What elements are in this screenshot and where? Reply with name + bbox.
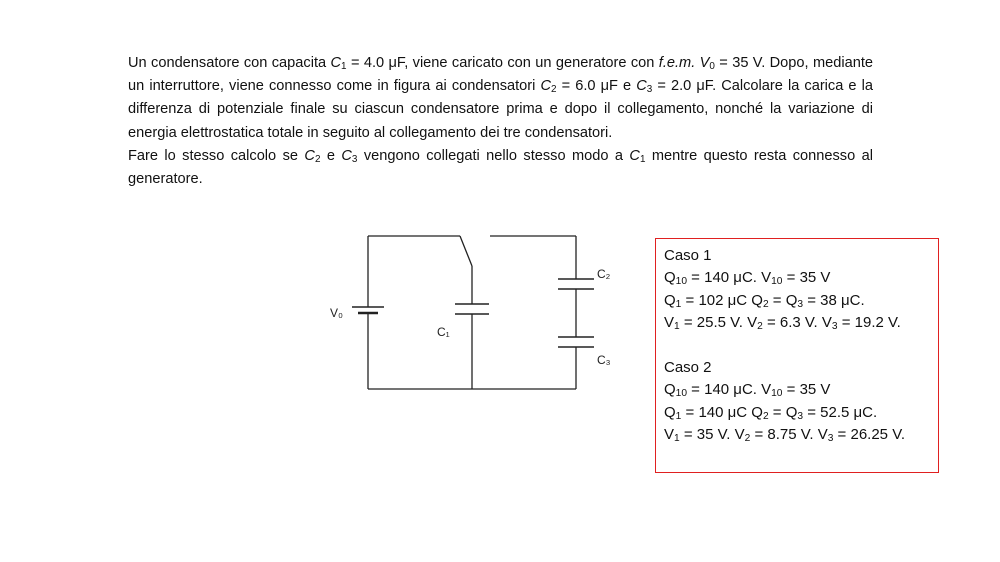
answer-spacer <box>664 335 938 357</box>
case1-line-1: $Q_{10} = 140$ μC. $V_{10} = 35$ V <box>664 269 831 288</box>
case2-line-1: $Q_{10} = 140$ μC. $V_{10} = 35$ V <box>664 381 831 400</box>
case1-title: Caso 1 <box>664 247 712 264</box>
circuit-svg <box>320 226 620 401</box>
answer-box <box>655 238 939 473</box>
label-c3: C₃ <box>597 353 611 367</box>
label-v0: V₀ <box>330 306 343 320</box>
circuit-diagram <box>320 226 620 401</box>
problem-paragraph-2: Fare lo stesso calcolo se $C_2$ e $C_3$ vengono collegati nello stesso modo a $C_1$ mentre questo resta connesso al generatore. <box>128 147 873 188</box>
label-c1: C₁ <box>437 325 450 339</box>
switch-blade <box>460 236 472 266</box>
label-c2: C₂ <box>597 267 611 281</box>
case1-line-2: $Q_1 = 102$ μC $Q_2 = Q_3 = 38$ μC. <box>664 291 865 310</box>
case2-line-3: $V_1 = 35$ V. $V_2 = 8.75$ V. $V_3 = 26.25$ V. <box>664 426 905 445</box>
case2-title: Caso 2 <box>664 359 712 377</box>
problem-text <box>128 52 873 191</box>
case1-line-3: $V_1 = 25.5$ V. $V_2 = 6.3$ V. $V_3 = 19.2$ V. <box>664 314 901 333</box>
case2-line-2: $Q_1 = 140$ μC $Q_2 = Q_3 = 52.5$ μC. <box>664 403 878 422</box>
problem-paragraph-1: Un condensatore con capacita $C_1 = 4.0$ μF, viene caricato con un generatore con f.e.m. $V_0 = 35$ V. Dopo, mediante un interruttore, viene connesso come in figura ai condensatori $C_2 = 6.0$ μF e $C_3 = 2.0$ μF. Calcolare la carica e la differenza di potenziale finale su ciascun condensatore prima e dopo il collegamento, nonché la variazione di energia elettrostatica totale in seguito al collegamento dei tre condensatori. <box>128 55 873 141</box>
